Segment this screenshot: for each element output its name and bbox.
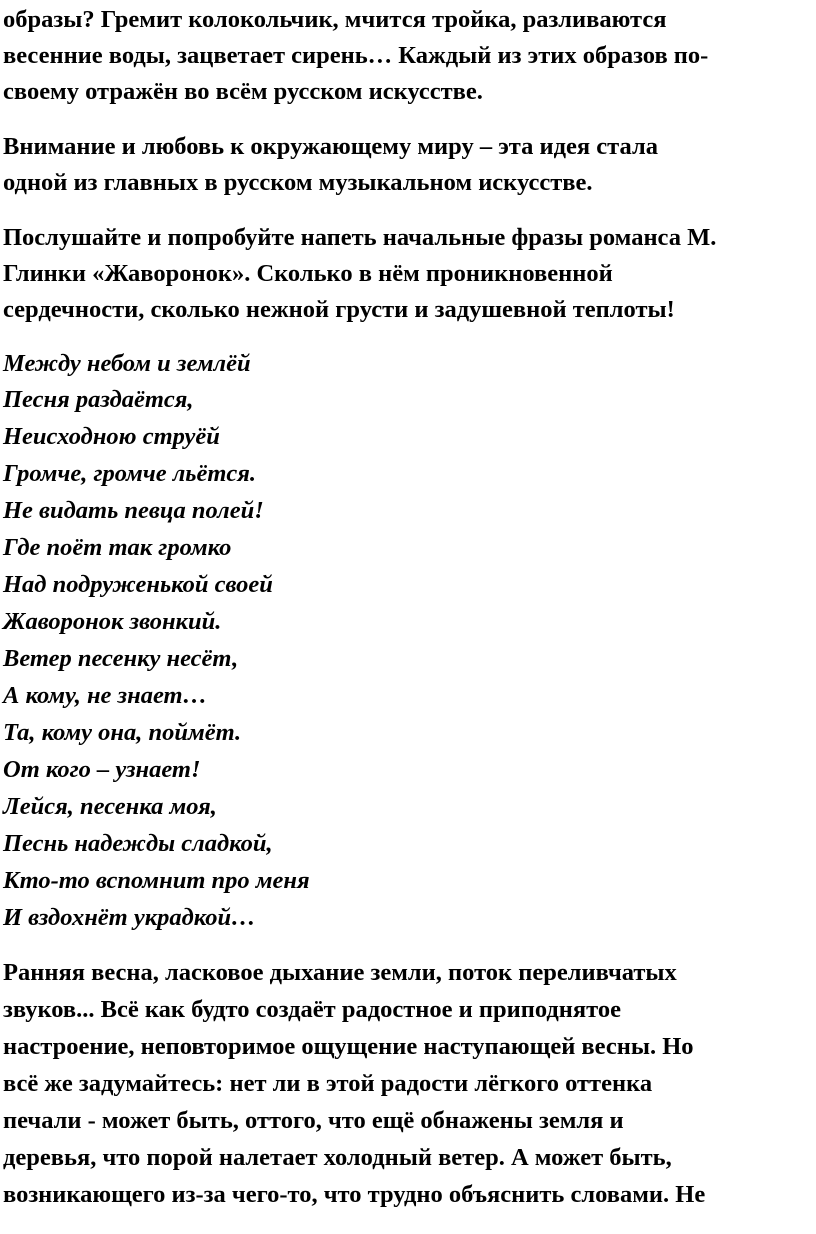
poem-line-14: Песнь надежды сладкой, xyxy=(3,830,273,857)
paragraph-4-line-2: звуков... Всё как будто создаёт радостное и приподнятое xyxy=(3,996,621,1023)
paragraph-3-line-2: Глинки «Жаворонок». Сколько в нём проникновенной xyxy=(3,260,613,287)
poem-line-10: А кому, не знает… xyxy=(3,682,208,709)
paragraph-4-line-3: настроение, неповторимое ощущение наступающей весны. Но xyxy=(3,1033,694,1060)
paragraph-2-line-1: Внимание и любовь к окружающему миру – эта идея стала xyxy=(3,133,658,160)
poem-line-9: Ветер песенку несёт, xyxy=(3,645,239,672)
poem-line-15: Кто-то вспомнит про меня xyxy=(3,867,310,894)
paragraph-4-line-4: всё же задумайтесь: нет ли в этой радости лёгкого оттенка xyxy=(3,1070,653,1097)
poem-line-11: Та, кому она, поймёт. xyxy=(3,719,242,746)
poem-line-7: Над подруженькой своей xyxy=(3,571,273,598)
paragraph-3-line-3: сердечности, сколько нежной грусти и задушевной теплоты! xyxy=(3,296,675,323)
poem-line-12: От кого – узнает! xyxy=(3,756,201,783)
paragraph-4-line-1: Ранняя весна, ласковое дыхание земли, поток переливчатых xyxy=(3,959,677,986)
poem-line-2: Песня раздаётся, xyxy=(3,386,194,413)
poem-line-16: И вздохнёт украдкой… xyxy=(3,904,256,931)
paragraph-4-line-6: деревья, что порой налетает холодный ветер. А может быть, xyxy=(3,1144,672,1171)
paragraph-4-line-5: печали - может быть, оттого, что ещё обнажены земля и xyxy=(3,1107,624,1134)
poem-line-8: Жаворонок звонкий. xyxy=(3,608,222,635)
poem-line-3: Неисходною струёй xyxy=(3,423,220,450)
poem-line-5: Не видать певца полей! xyxy=(3,497,264,524)
poem-line-6: Где поёт так громко xyxy=(3,534,232,561)
poem-line-4: Громче, громче льётся. xyxy=(3,460,257,487)
paragraph-1-line-2: весенние воды, зацветает сирень… Каждый из этих образов по- xyxy=(3,42,709,69)
paragraph-1-line-1: образы? Гремит колокольчик, мчится тройка, разливаются xyxy=(3,6,667,33)
poem-line-1: Между небом и землёй xyxy=(3,350,251,377)
poem-line-13: Лейся, песенка моя, xyxy=(3,793,217,820)
paragraph-4-line-7: возникающего из-за чего-то, что трудно объяснить словами. Не xyxy=(3,1181,706,1208)
paragraph-2-line-2: одной из главных в русском музыкальном искусстве. xyxy=(3,169,593,196)
paragraph-3-line-1: Послушайте и попробуйте напеть начальные фразы романса М. xyxy=(3,224,717,251)
paragraph-1-line-3: своему отражён во всём русском искусстве. xyxy=(3,78,483,105)
